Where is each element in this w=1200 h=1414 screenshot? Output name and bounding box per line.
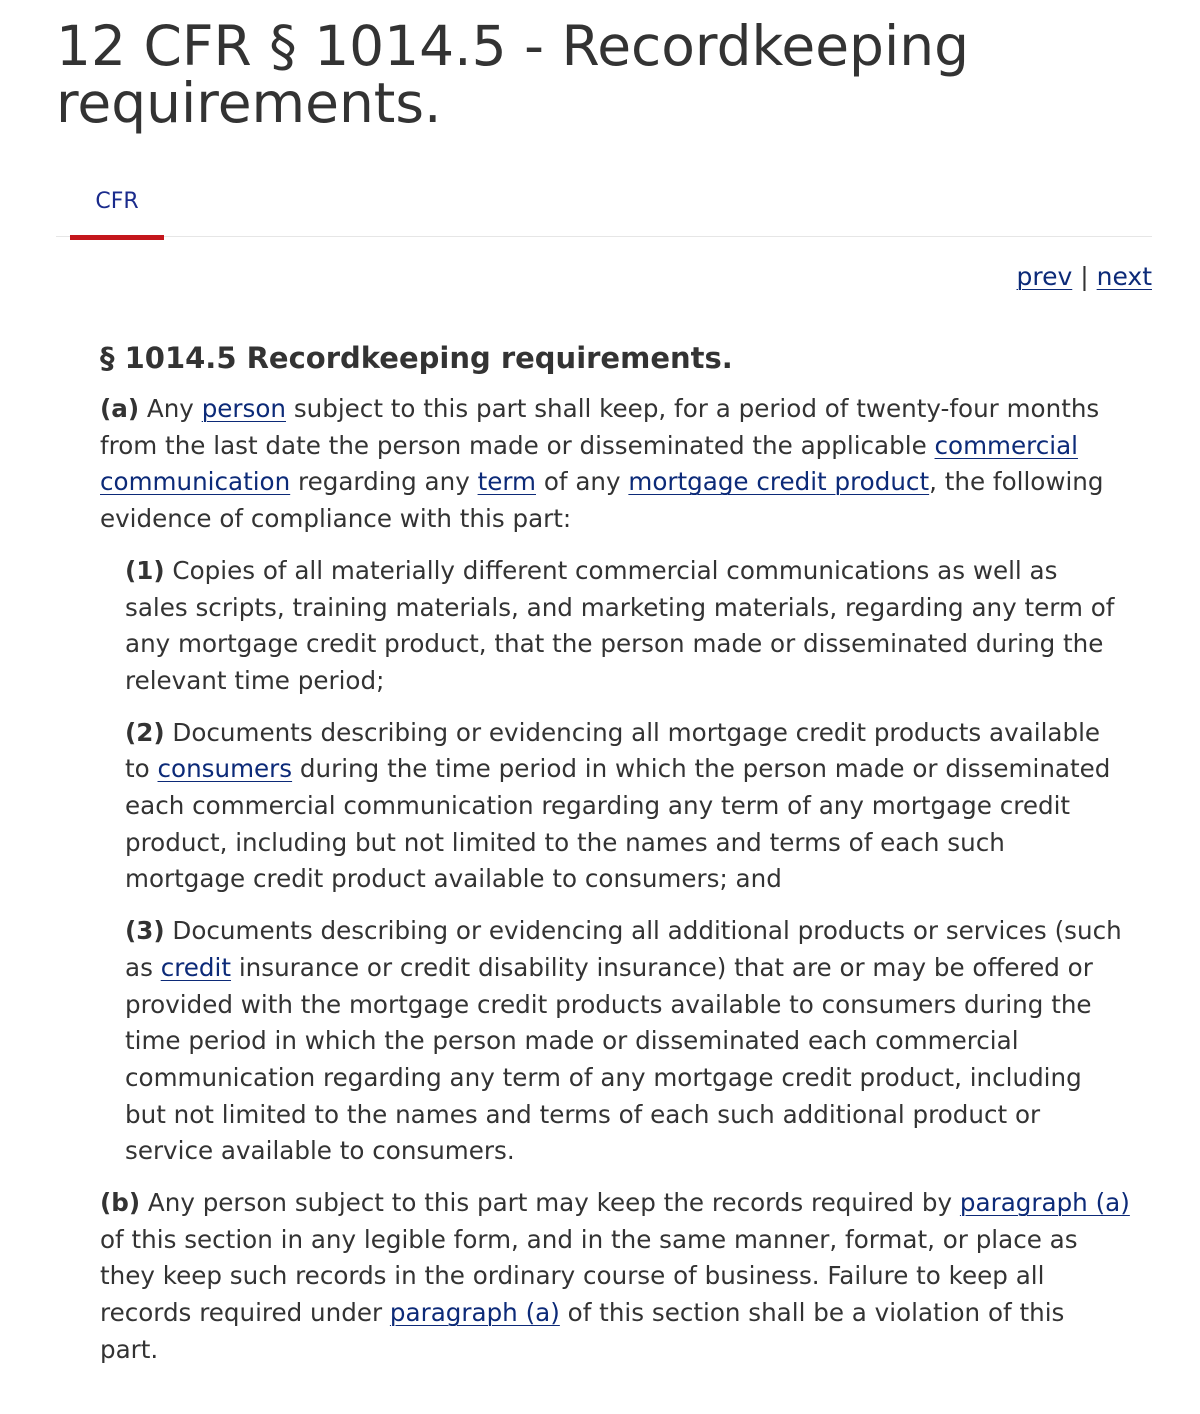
definition-link-mortgage-credit-product[interactable]: mortgage credit product <box>628 467 930 497</box>
text: during the time period in which the person made or disseminated each commercial communication regarding any term of any mortgage credit product, including but not limited to the names and terms of each such mortgage credit product available to consumers; and <box>125 754 1111 894</box>
text: Documents describing or evidencing all additional products or services (such as <box>125 916 1122 982</box>
section-body <box>100 340 1130 1384</box>
text: , the following evidence of compliance with this part: <box>100 467 1104 534</box>
text: Copies of all materially different commercial communications as well as sales scripts, training materials, and marketing materials, regarding any term of any mortgage credit product, that the person made or disseminated during the relevant time period; <box>125 555 1115 695</box>
definition-link-person[interactable]: person <box>201 394 286 423</box>
paragraph-marker: (3) <box>125 916 165 946</box>
pager <box>1016 262 1152 291</box>
paragraph-b <box>100 1185 1130 1369</box>
text: Any <box>139 394 202 423</box>
prev-link[interactable]: prev <box>1016 262 1073 291</box>
text: insurance or credit disability insurance) that are or may be offered or provided with the mortgage credit products available to consumers during the time period in which the person made or disseminated each commercial communication regarding any term of any mortgage credit product, including but not limited to the names and terms of each such additional product or service available to consumers. <box>125 952 1093 1166</box>
tab-bar <box>56 180 1152 237</box>
page-title: 12 CFR § 1014.5 - Recordkeeping requirements. <box>56 14 970 135</box>
paragraph-a <box>100 391 1130 538</box>
paragraph-marker: (2) <box>125 717 165 747</box>
cross-reference-link-paragraph-a[interactable]: paragraph (a) <box>389 1298 560 1328</box>
text: Documents describing or evidencing all mortgage credit products available to <box>125 717 1101 784</box>
text: of any <box>536 467 629 497</box>
definition-link-term[interactable]: term <box>477 467 536 497</box>
cross-reference-link-paragraph-a[interactable]: paragraph (a) <box>959 1188 1130 1218</box>
definition-link-credit[interactable]: credit <box>160 952 232 982</box>
section-heading: § 1014.5 Recordkeeping requirements. <box>100 341 733 375</box>
tab-cfr[interactable]: CFR <box>70 180 164 240</box>
paragraph-marker: (1) <box>125 555 165 585</box>
text: subject to this part shall keep, for a period of twenty-four months from the last date the person made or disseminated the applicable <box>100 394 1100 460</box>
paragraph-a-2 <box>125 715 1125 899</box>
next-link[interactable]: next <box>1096 262 1152 291</box>
text: of this section shall be a violation of this part. <box>100 1298 1065 1364</box>
pager-separator: | <box>1080 262 1089 291</box>
text: Any person subject to this part may keep the records required by <box>140 1188 960 1218</box>
text: of this section in any legible form, and in the same manner, format, or place as they keep such records in the ordinary course of business. Failure to keep all records required under <box>100 1224 1078 1328</box>
paragraph-marker: (b) <box>100 1188 141 1218</box>
definition-link-consumers[interactable]: consumers <box>157 754 293 784</box>
paragraph-a-3 <box>125 913 1125 1170</box>
text: regarding any <box>290 467 478 497</box>
definition-link-commercial-communication[interactable]: commercial communication <box>100 430 1078 497</box>
paragraph-a-1 <box>125 553 1125 700</box>
paragraph-marker: (a) <box>100 394 140 423</box>
